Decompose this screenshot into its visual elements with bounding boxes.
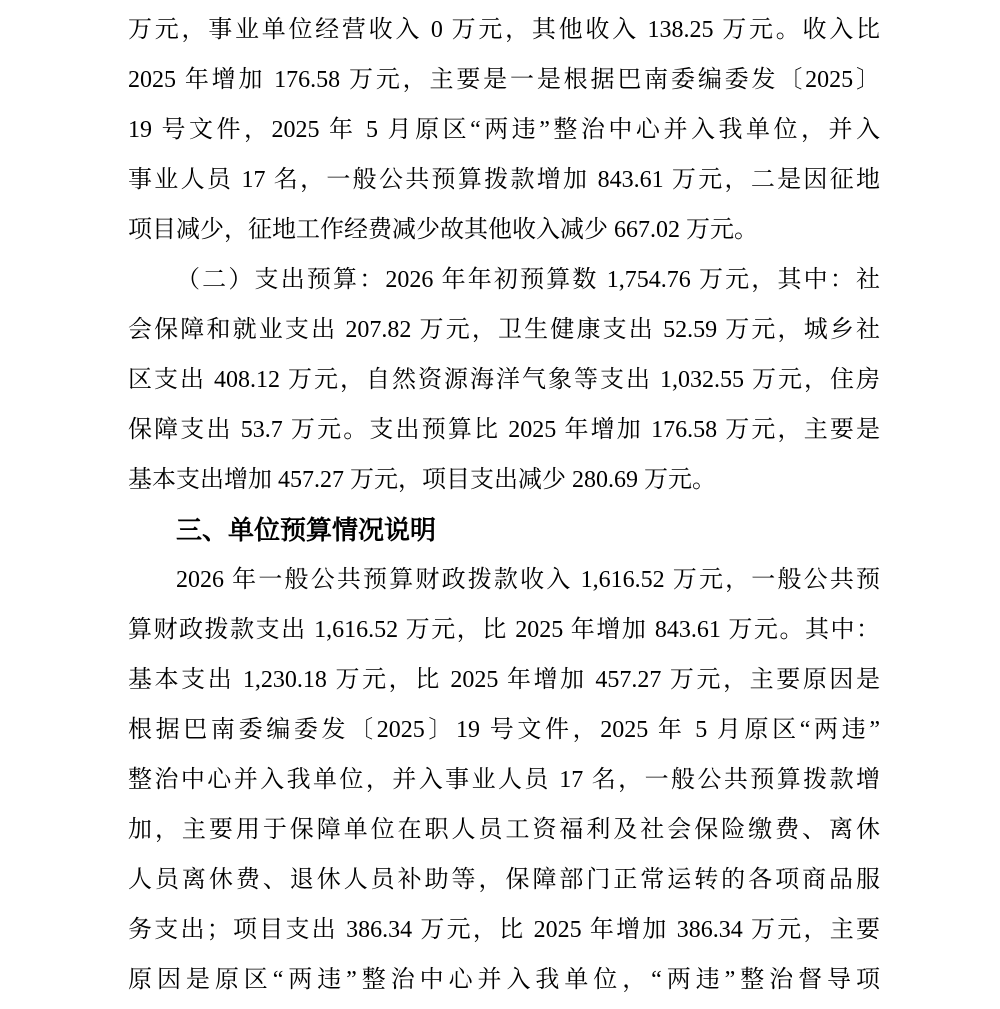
text-line: 万元，事业单位经营收入 0 万元，其他收入 138.25 万元。收入比	[128, 17, 880, 43]
text-line: 原因是原区“两违”整治中心并入我单位，“两违”整治督导项	[128, 967, 880, 993]
text-line: 保障支出 53.7 万元。支出预算比 2025 年增加 176.58 万元，主要是	[128, 417, 880, 443]
text-line: 整治中心并入我单位，并入事业人员 17 名，一般公共预算拨款增	[128, 767, 880, 793]
text-line: （二）支出预算：2026 年年初预算数 1,754.76 万元，其中：社	[176, 267, 880, 293]
text-line: 根据巴南委编委发〔2025〕19 号文件，2025 年 5 月原区“两违”	[128, 717, 880, 743]
text-line: 基本支出增加 457.27 万元，项目支出减少 280.69 万元。	[128, 467, 716, 493]
text-line: 2025 年增加 176.58 万元，主要是一是根据巴南委编委发〔2025〕	[128, 67, 880, 93]
text-line: 务支出；项目支出 386.34 万元，比 2025 年增加 386.34 万元，主要	[128, 917, 880, 943]
section-heading: 三、单位预算情况说明	[176, 515, 437, 545]
text-line: 算财政拨款支出 1,616.52 万元，比 2025 年增加 843.61 万元。其中：	[128, 617, 880, 643]
text-column	[128, 5, 880, 1005]
text-line: 基本支出 1,230.18 万元，比 2025 年增加 457.27 万元，主要原因是	[128, 667, 880, 693]
text-line: 项目减少，征地工作经费减少故其他收入减少 667.02 万元。	[128, 217, 758, 243]
text-line: 人员离休费、退休人员补助等，保障部门正常运转的各项商品服	[128, 867, 880, 893]
text-line: 事业人员 17 名，一般公共预算拨款增加 843.61 万元，二是因征地	[128, 167, 880, 193]
text-line: 区支出 408.12 万元，自然资源海洋气象等支出 1,032.55 万元，住房	[128, 367, 880, 393]
text-line: 2026 年一般公共预算财政拨款收入 1,616.52 万元，一般公共预	[176, 567, 880, 593]
text-line: 加，主要用于保障单位在职人员工资福利及社会保险缴费、离休	[128, 817, 880, 843]
text-line: 19 号文件，2025 年 5 月原区“两违”整治中心并入我单位，并入	[128, 117, 880, 143]
text-line: 会保障和就业支出 207.82 万元，卫生健康支出 52.59 万元，城乡社	[128, 317, 880, 343]
